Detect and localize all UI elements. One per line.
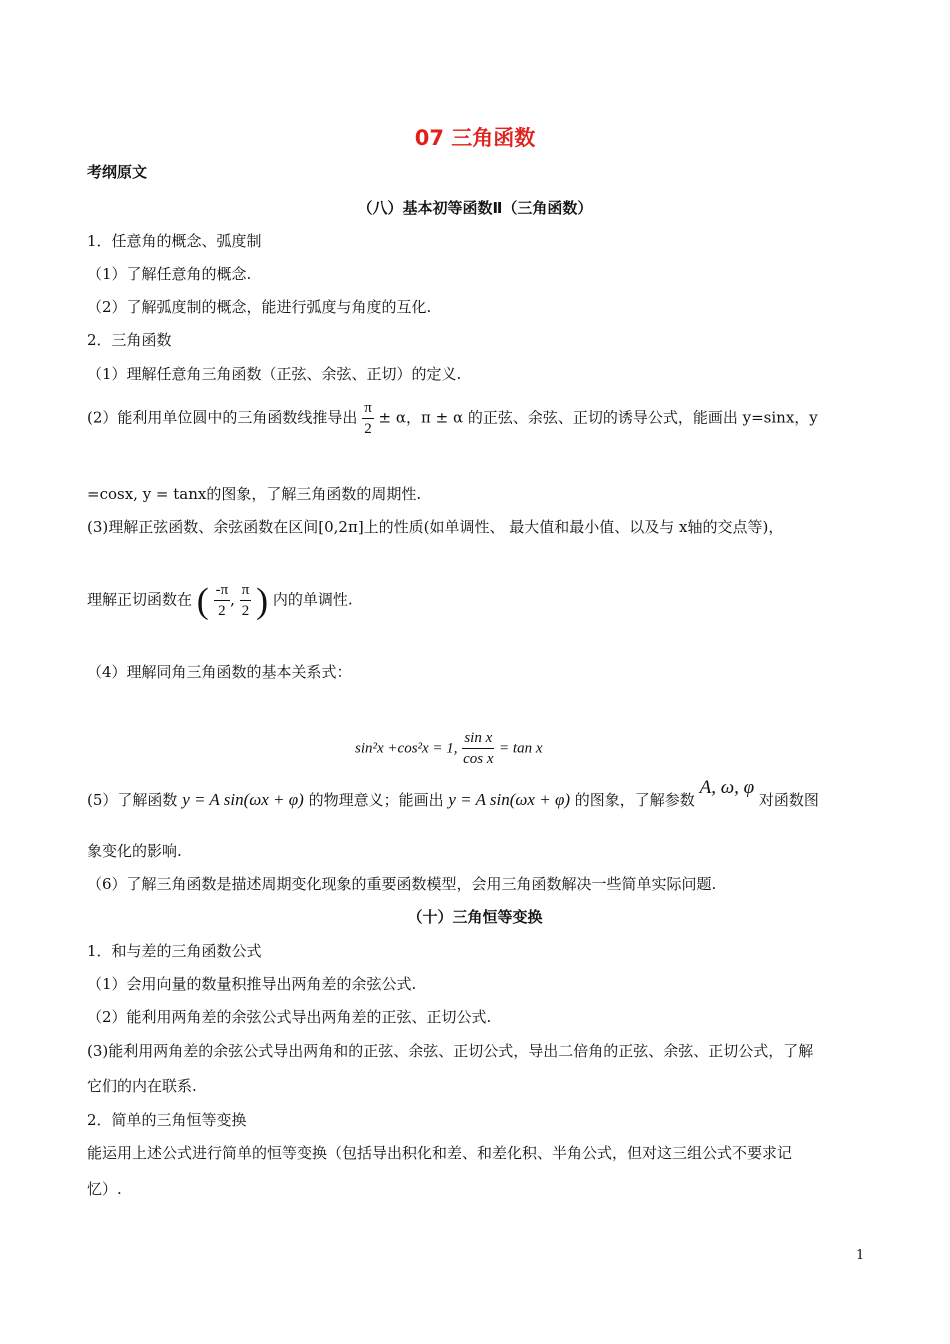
tan-fraction-den: cos x (463, 751, 494, 767)
item-2-5-text-b: 的物理意义；能画出 (308, 791, 444, 809)
item-2-3-text-post: 内的单调性. (272, 590, 353, 609)
item-2-2-cont: =cosx, y = tanx的图象，了解三角函数的周期性. (87, 485, 422, 503)
item-2-5-text-c: 的图象，了解参数 (574, 791, 695, 809)
item-2-6: （6）了解三角函数是描述周期变化现象的重要函数模型，会用三角函数解决一些简单实际问题. (87, 875, 717, 893)
document-title: 07 三角函数 (414, 126, 536, 150)
item-1-2: （2）了解弧度制的概念，能进行弧度与角度的互化. (87, 298, 432, 316)
fraction-numerator: π (362, 398, 374, 419)
item-2-5-text-a: (5）了解函数 (87, 791, 178, 809)
pythagorean-identity: sin²x +cos²x = 1, (355, 740, 458, 757)
item-2-2-text-a: (2）能利用单位圆中的三角函数线推导出 (87, 408, 358, 427)
page-number: 1 (856, 1248, 865, 1263)
item-1: 1．任意角的概念、弧度制 (87, 232, 262, 250)
fraction-denominator: 2 (364, 421, 372, 437)
item-2-2 (87, 398, 818, 439)
tan-fraction (462, 728, 494, 769)
item-2-5-text-d: 对函数图 (758, 791, 819, 809)
neg-pi-over-2: $\frac{-\pi}{2}$ (215, 582, 229, 619)
heading-kgyw: 考纲原文 (87, 163, 148, 181)
tan-rhs: = tan x (499, 740, 543, 757)
item-2-1: （1）理解任意角三角函数（正弦、余弦、正切）的定义. (87, 365, 462, 383)
item-2-5-cont: 象变化的影响. (87, 842, 182, 860)
sec10-item-1-3: (3)能利用两角差的余弦公式导出两角和的正弦、余弦、正切公式，导出二倍角的正弦、余弦、正切公式，了解 (87, 1042, 814, 1060)
right-paren: ) (256, 580, 269, 621)
sec10-item-1-1: （1）会用向量的数量积推导出两角差的余弦公式. (87, 975, 417, 993)
item-2-3-cont: 理解正切函数在 ( $\frac{-\pi}{2}$ , $\frac{\pi}{2}$ ) 内的单调性. (87, 580, 353, 621)
identity-line (355, 728, 543, 769)
item-2-3: (3)理解正弦函数、余弦函数在区间[0,2π]上的性质(如单调性、 最大值和最小值、以及与 x轴的交点等)， (87, 518, 784, 536)
sec10-item-2-1-cont: 忆）. (87, 1180, 122, 1198)
tan-fraction-num: sin x (462, 728, 494, 749)
formula-1: y = A sin(ωx + φ) (182, 790, 304, 809)
item-1-1: （1）了解任意角的概念. (87, 265, 252, 283)
sec10-item-1-2: （2）能利用两角差的余弦公式导出两角差的正弦、正切公式. (87, 1008, 492, 1026)
item-2-2-text-b: ± α，π ± α 的正弦、余弦、正切的诱导公式，能画出 y=sinx，y (378, 408, 818, 427)
section-10-title: （十）三角恒等变换 (407, 908, 543, 926)
sec10-item-1-3-cont: 它们的内在联系. (87, 1077, 197, 1095)
item-2-4: （4）理解同角三角函数的基本关系式： (87, 663, 352, 681)
params: A, ω, φ (699, 777, 755, 798)
sec10-item-2-1: 能运用上述公式进行简单的恒等变换（包括导出积化和差、和差化积、半角公式，但对这三组公式不要求记 (87, 1144, 793, 1162)
formula-2: y = A sin(ωx + φ) (448, 790, 571, 809)
sec10-item-1: 1．和与差的三角函数公式 (87, 942, 262, 960)
sec10-item-2: 2．简单的三角恒等变换 (87, 1111, 247, 1129)
pi-over-2: $\frac{\pi}{2}$ (241, 582, 250, 619)
section-8-title: （八）基本初等函数Ⅱ（三角函数） (357, 199, 593, 217)
pi-over-2-fraction (362, 398, 374, 439)
left-paren: ( (196, 580, 209, 621)
item-2-3-text-pre: 理解正切函数在 (87, 590, 193, 609)
item-2: 2．三角函数 (87, 331, 172, 349)
item-2-5 (87, 777, 819, 810)
